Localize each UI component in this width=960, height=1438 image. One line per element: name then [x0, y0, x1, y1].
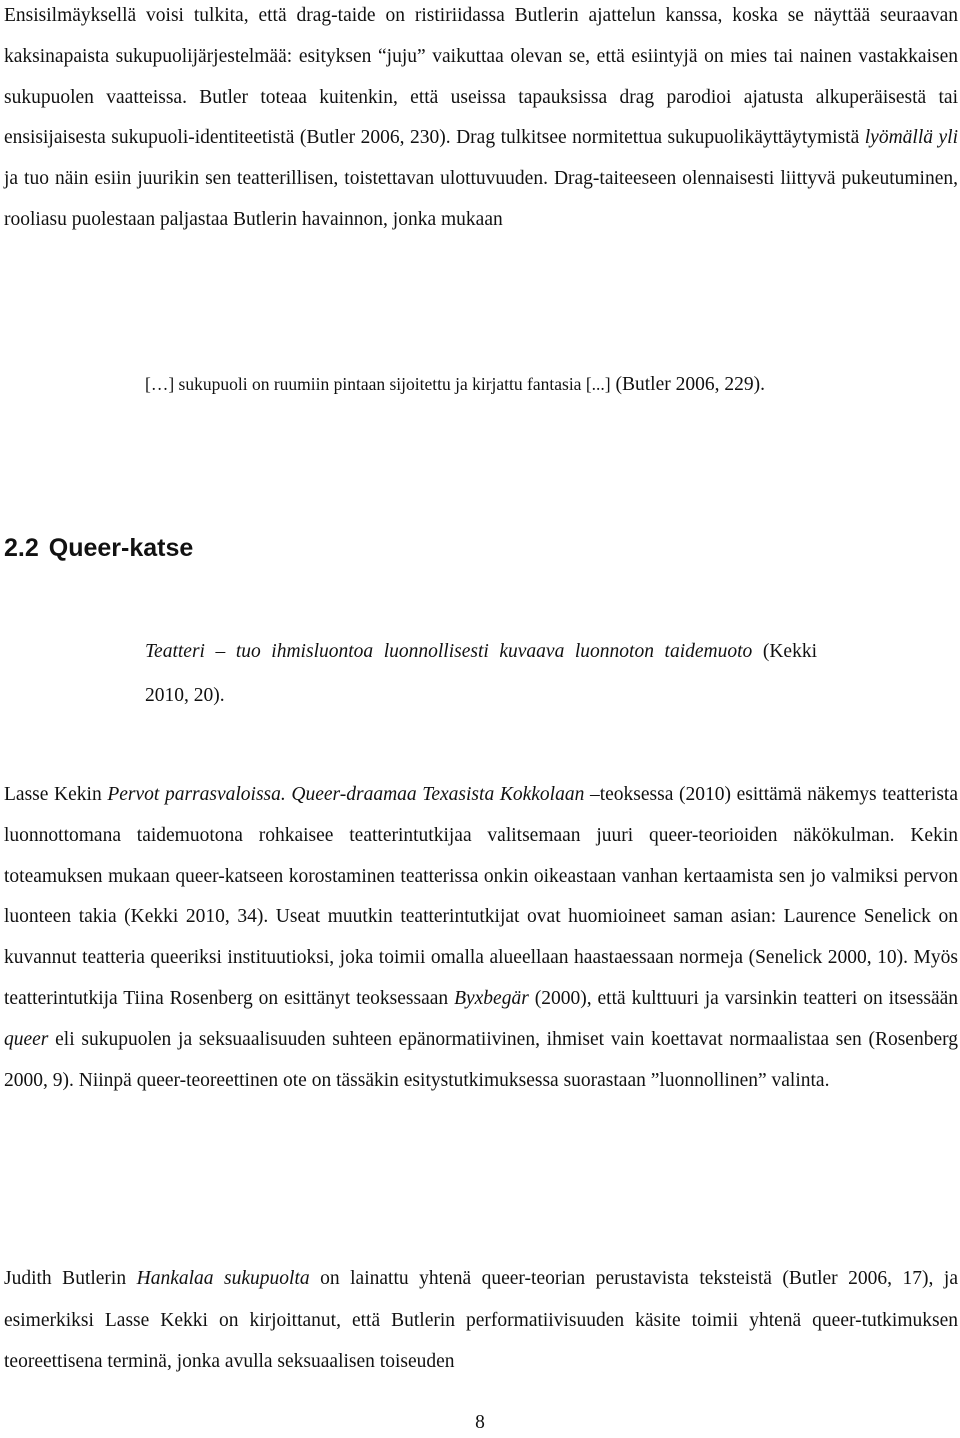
emphasis-text: queer — [4, 1028, 49, 1050]
paragraph-text: Ensisilmäyksellä voisi tulkita, että drag-taide on ristiriidassa Butlerin ajattelun kanssa, koska se näyttää seuraavan kaksinapaista sukupuolijärjestelmää: esityksen “juju” vaikuttaa olevan se, että esiintyjä on mies tai nainen vastakkaisen sukupuolen vaatteissa. Butler toteaa kuitenkin, että useissa tapauksissa drag parodioi ajatusta alkuperäisestä tai ensisijaisesta sukupuoli-identiteetistä (Butler 2006, 230). Drag tulkitsee normitettua sukupuolikäyttäytymistä — [4, 5, 958, 149]
paragraph-text: (2000), että kulttuuri ja varsinkin teatteri on itsessään — [528, 987, 958, 1009]
book-title: Byxbegär — [454, 987, 529, 1009]
body-paragraph-drag — [4, 0, 958, 241]
page-number: 8 — [475, 1412, 485, 1433]
body-paragraph-butler-queer — [4, 1258, 958, 1383]
section-heading — [4, 528, 193, 568]
epigraph-quote-kekki — [145, 630, 817, 718]
epigraph-text: Teatteri – tuo ihmisluontoa luonnollisesti kuvaava luonnoton taidemuoto — [145, 641, 753, 662]
book-title: Pervot parrasvaloissa. Queer-draamaa Texasista Kokkolaan — [107, 784, 585, 805]
emphasis-text: lyömällä yli — [864, 127, 958, 149]
paragraph-text: ja tuo näin esiin juurikin sen teatterillisen, toistettavan ulottuvuuden. Drag-taiteeseen olennaisesti liittyvä pukeutuminen, rooliasu puolestaan paljastaa Butlerin havainnon, jonka mukaan — [4, 168, 958, 230]
paragraph-text: eli sukupuolen ja seksuaalisuuden suhteen epänormatiivinen, ihmiset vain koettavat normaalistaa sen (Rosenberg 2000, 9). Niinpä queer-teoreettinen ote on tässäkin esitystutkimuksessa suorastaan ”luonnollinen” valinta. — [4, 1028, 958, 1091]
paragraph-text: –teoksessa (2010) esittämä näkemys teatterista luonnottomana taidemuotona rohkaisee teatterintutkijaa valitsemaan juuri queer-teorioiden näkökulman. Kekin toteamuksen mukaan queer-katseen korostaminen teatterissa onkin oikeastaan vanhan kertaamista sen jo valmiksi pervon luonteen takia (Kekki 2010, 34). Useat muutkin teatterintutkijat ovat huomioineet saman asian: Laurence Senelick on kuvannut teatteria queeriksi instituutioksi, joka toimii omalla alueellaan haastaessaan normeja (Senelick 2000, 10). Myös teatterintutkija Tiina Rosenberg on esittänyt teoksessaan — [4, 784, 959, 1009]
paragraph-text: on lainattu yhtenä queer-teorian perustavista teksteistä (Butler 2006, 17), ja esimerkiksi Lasse Kekki on kirjoittanut, että Butlerin performatiivisuuden käsite toimii yhtenä queer-tutkimuksen teoreettisena terminä, jonka avulla seksuaalisen toiseuden — [4, 1268, 958, 1373]
book-title: Hankalaa sukupuolta — [136, 1268, 310, 1289]
quote-text: […] sukupuoli on ruumiin pintaan sijoitettu ja kirjattu fantasia [...] — [145, 374, 611, 394]
epigraph-citation: (Kekki 2010, 20). — [145, 641, 817, 706]
section-number: 2.2 — [4, 534, 39, 562]
block-quote-butler — [145, 362, 835, 407]
body-paragraph-queer-theatre — [4, 775, 958, 1101]
quote-citation: (Butler 2006, 229). — [610, 374, 765, 395]
paragraph-text: Judith Butlerin — [4, 1268, 137, 1289]
paragraph-text: Lasse Kekin — [4, 784, 108, 805]
section-title: Queer-katse — [48, 534, 194, 562]
